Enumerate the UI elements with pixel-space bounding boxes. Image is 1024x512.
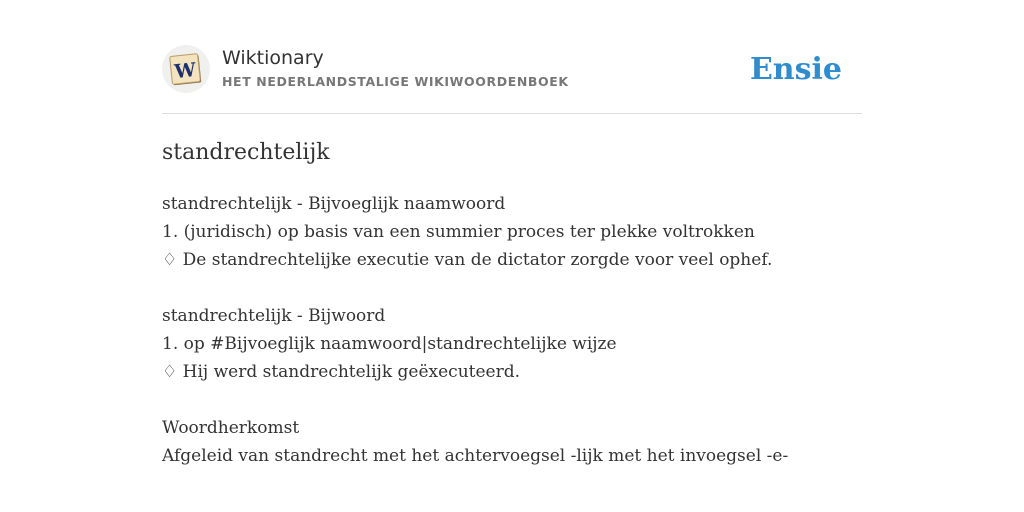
etymology-heading: Woordherkomst [162, 418, 300, 438]
site-name[interactable]: Wiktionary [222, 47, 324, 69]
entry-heading: standrechtelijk - Bijvoeglijk naamwoord [162, 194, 506, 214]
entry-definition: 1. op #Bijvoeglijk naamwoord|standrechtelijke wijze [162, 334, 617, 354]
brand [222, 46, 569, 90]
entry-content [162, 190, 862, 470]
wiktionary-logo[interactable] [162, 45, 210, 93]
entry-definition: 1. (juridisch) op basis van een summier proces ter plekke voltrokken [162, 222, 755, 242]
page-title: standrechtelijk [162, 140, 330, 165]
etymology-text: Afgeleid van standrecht met het achtervoegsel -lijk met het invoegsel -e- [162, 446, 789, 466]
entry-example: ♢ De standrechtelijke executie van de dictator zorgde voor veel ophef. [162, 250, 773, 270]
entry-heading: standrechtelijk - Bijwoord [162, 306, 386, 326]
site-subtitle: HET NEDERLANDSTALIGE WIKIWOORDENBOEK [222, 74, 569, 89]
spacer [162, 386, 862, 414]
wiktionary-tile-icon [169, 52, 203, 86]
svg-text:W: W [173, 58, 197, 84]
spacer [162, 274, 862, 302]
page [162, 0, 862, 466]
entry-example: ♢ Hij werd standrechtelijk geëxecuteerd. [162, 362, 521, 382]
site-header [162, 0, 862, 114]
ensie-logo[interactable]: Ensie [749, 52, 842, 87]
